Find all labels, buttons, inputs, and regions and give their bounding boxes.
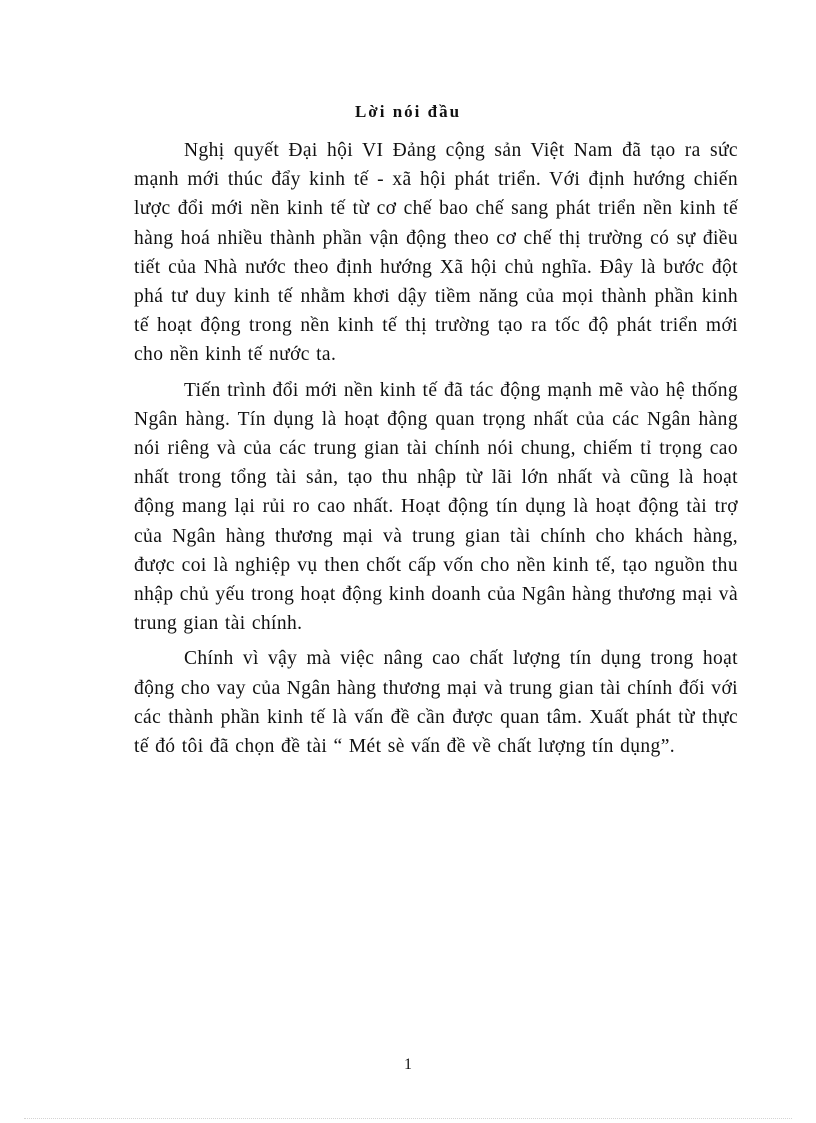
page-number: 1 [404,1056,412,1073]
document-title: Lời nói đầu [354,102,462,121]
paragraph-2: Tiến trình đổi mới nền kinh tế đã tác động mạnh mẽ vào hệ thống Ngân hàng. Tín dụng là hoạt động quan trọng nhất của các Ngân hàng nói riêng và của các trung gian tài chính nói chung, chiếm tỉ trọng cao nhất trong tổng tài sản, tạo thu nhập từ lãi lớn nhất và cũng là hoạt động mang lại rủi ro cao nhất. Hoạt động tín dụng là hoạt động tài trợ của Ngân hàng thương mại và trung gian tài chính cho khách hàng, được coi là nghiệp vụ then chốt cấp vốn cho nền kinh tế, tạo nguồn thu nhập chủ yếu trong hoạt động kinh doanh của Ngân hàng thương mại và trung gian tài chính. [134,379,738,635]
paragraph-1: Nghị quyết Đại hội VI Đảng cộng sản Việt Nam đã tạo ra sức mạnh mới thúc đẩy kinh tế - xã hội phát triển. Với định hướng chiến lược đổi mới nền kinh tế từ cơ chế bao chế sang phát triển nền kinh tế hàng hoá nhiều thành phần vận động theo cơ chế thị trường có sự điều tiết của Nhà nước theo định hướng Xã hội chủ nghĩa. Đây là bước đột phá tư duy kinh tế nhằm khơi dậy tiềm năng của mọi thành phần kinh tế hoạt động trong nền kinh tế thị trường tạo ra tốc độ phát triển mới cho nền kinh tế nước ta. [134,140,738,366]
document-body [134,136,738,767]
page-bottom-divider [24,1118,792,1119]
paragraph-3: Chính vì vậy mà việc nâng cao chất lượng tín dụng trong hoạt động cho vay của Ngân hàng thương mại và trung gian tài chính đối với các thành phần kinh tế là vấn đề cần được quan tâm. Xuất phát từ thực tế đó tôi đã chọn đề tài “ Mét sè vấn đề về chất lượng tín dụng”. [134,648,738,758]
